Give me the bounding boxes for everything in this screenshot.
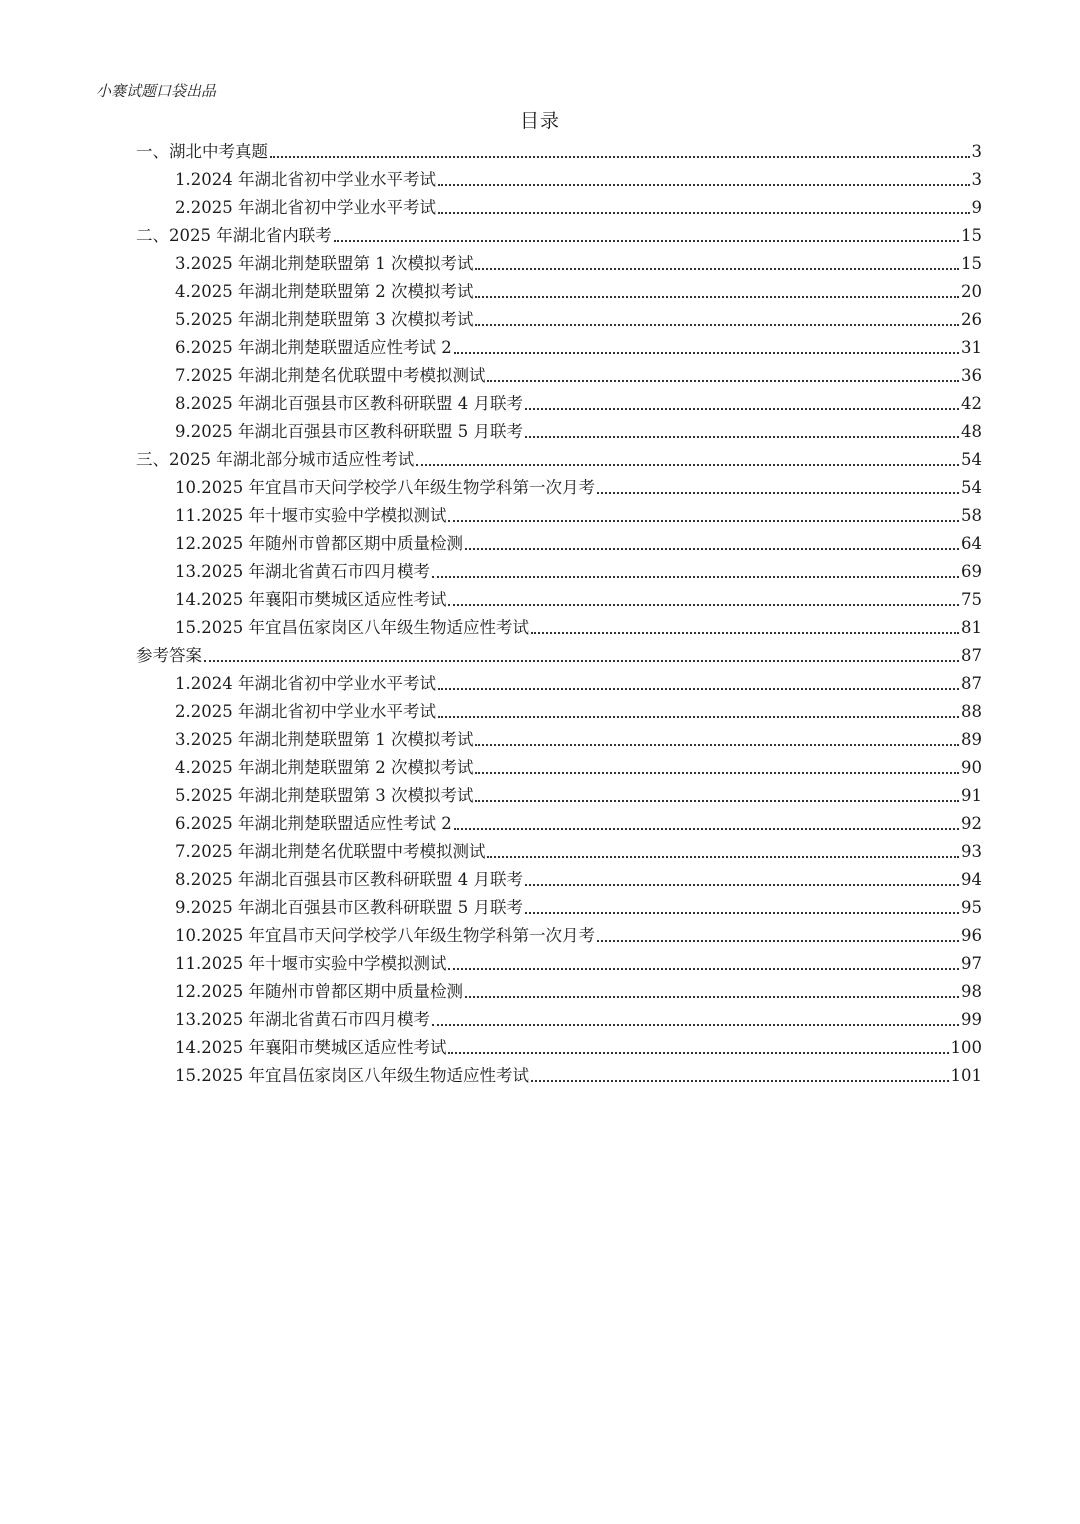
dot-leader (465, 996, 959, 998)
toc-entry[interactable] (175, 359, 982, 387)
toc-entry-page-number: 91 (961, 786, 982, 805)
dot-leader (475, 800, 959, 802)
toc-entry-page-number: 101 (950, 1066, 982, 1085)
toc-entry[interactable] (175, 947, 982, 975)
toc-entry-label: 参考答案 (136, 646, 202, 665)
dot-leader (448, 604, 959, 606)
toc-entry[interactable] (175, 191, 982, 219)
dot-leader (597, 940, 959, 942)
toc-entry-label: 12.2025 年随州市曾都区期中质量检测 (175, 534, 463, 553)
toc-entry[interactable] (175, 975, 982, 1003)
toc-entry-label: 1.2024 年湖北省初中学业水平考试 (175, 674, 436, 693)
dot-leader (487, 856, 959, 858)
dot-leader (475, 744, 959, 746)
toc-entry[interactable] (175, 555, 982, 583)
toc-entry[interactable] (175, 247, 982, 275)
toc-entry-page-number: 81 (961, 618, 982, 637)
toc-entry-label: 15.2025 年宜昌伍家岗区八年级生物适应性考试 (175, 618, 529, 637)
toc-entry[interactable] (175, 695, 982, 723)
toc-entry-page-number: 87 (961, 674, 982, 693)
toc-entry[interactable] (175, 471, 982, 499)
dot-leader (475, 324, 959, 326)
dot-leader (525, 408, 959, 410)
toc-entry-page-number: 54 (961, 450, 982, 469)
toc-entry-label: 10.2025 年宜昌市天问学校学八年级生物学科第一次月考 (175, 926, 595, 945)
toc-entry-label: 二、2025 年湖北省内联考 (136, 226, 332, 245)
toc-entry[interactable] (175, 499, 982, 527)
dot-leader (448, 968, 959, 970)
toc-entry-label: 4.2025 年湖北荆楚联盟第 2 次模拟考试 (175, 758, 474, 777)
toc-entry-label: 2.2025 年湖北省初中学业水平考试 (175, 198, 436, 217)
toc-entry-label: 一、湖北中考真题 (136, 142, 268, 161)
dot-leader (448, 1052, 948, 1054)
toc-entry-label: 5.2025 年湖北荆楚联盟第 3 次模拟考试 (175, 310, 474, 329)
toc-entry-page-number: 90 (961, 758, 982, 777)
toc-entry-label: 8.2025 年湖北百强县市区教科研联盟 4 月联考 (175, 394, 523, 413)
toc-section-entry[interactable] (136, 135, 982, 163)
toc-entry-page-number: 20 (961, 282, 982, 301)
toc-entry-page-number: 58 (961, 506, 982, 525)
dot-leader (597, 492, 959, 494)
toc-entry-label: 12.2025 年随州市曾都区期中质量检测 (175, 982, 463, 1001)
dot-leader (438, 716, 959, 718)
toc-entry-page-number: 75 (961, 590, 982, 609)
toc-entry[interactable] (175, 667, 982, 695)
toc-entry-label: 6.2025 年湖北荆楚联盟适应性考试 2 (175, 814, 452, 833)
toc-entry[interactable] (175, 415, 982, 443)
toc-entry[interactable] (175, 919, 982, 947)
toc-entry-label: 1.2024 年湖北省初中学业水平考试 (175, 170, 436, 189)
toc-entry-label: 13.2025 年湖北省黄石市四月模考 (175, 1010, 430, 1029)
toc-entry-page-number: 9 (971, 198, 982, 217)
toc-entry-page-number: 69 (961, 562, 982, 581)
toc-entry-label: 11.2025 年十堰市实验中学模拟测试 (175, 954, 447, 973)
toc-entry-page-number: 31 (961, 338, 982, 357)
toc-entry[interactable] (175, 527, 982, 555)
toc-entry-page-number: 96 (961, 926, 982, 945)
toc-entry[interactable] (175, 863, 982, 891)
toc-entry-label: 13.2025 年湖北省黄石市四月模考 (175, 562, 430, 581)
dot-leader (475, 268, 959, 270)
toc-entry-page-number: 99 (961, 1010, 982, 1029)
toc-entry-page-number: 97 (961, 954, 982, 973)
toc-entry[interactable] (175, 751, 982, 779)
toc-entry[interactable] (175, 891, 982, 919)
toc-entry-page-number: 3 (971, 142, 982, 161)
toc-entry[interactable] (175, 1059, 982, 1087)
toc-entry[interactable] (175, 807, 982, 835)
toc-entry-page-number: 88 (961, 702, 982, 721)
toc-entry-page-number: 42 (961, 394, 982, 413)
dot-leader (525, 884, 959, 886)
toc-entry-label: 3.2025 年湖北荆楚联盟第 1 次模拟考试 (175, 730, 474, 749)
dot-leader (525, 436, 959, 438)
toc-entry-page-number: 15 (961, 254, 982, 273)
toc-entry-page-number: 93 (961, 842, 982, 861)
toc-entry-label: 6.2025 年湖北荆楚联盟适应性考试 2 (175, 338, 452, 357)
toc-section-entry[interactable] (136, 443, 982, 471)
toc-entry-label: 3.2025 年湖北荆楚联盟第 1 次模拟考试 (175, 254, 474, 273)
toc-section-entry[interactable] (136, 219, 982, 247)
toc-entry-label: 8.2025 年湖北百强县市区教科研联盟 4 月联考 (175, 870, 523, 889)
toc-entry-page-number: 87 (961, 646, 982, 665)
toc-entry-page-number: 64 (961, 534, 982, 553)
toc-entry-page-number: 89 (961, 730, 982, 749)
toc-entry[interactable] (175, 583, 982, 611)
toc-entry-page-number: 48 (961, 422, 982, 441)
toc-entry[interactable] (175, 1003, 982, 1031)
toc-entry-label: 7.2025 年湖北荆楚名优联盟中考模拟测试 (175, 842, 486, 861)
toc-entry-page-number: 36 (961, 366, 982, 385)
toc-entry-page-number: 15 (961, 226, 982, 245)
dot-leader (475, 296, 959, 298)
toc-entry[interactable] (175, 163, 982, 191)
toc-entry-label: 9.2025 年湖北百强县市区教科研联盟 5 月联考 (175, 898, 523, 917)
dot-leader (432, 1024, 959, 1026)
toc-entry[interactable] (175, 331, 982, 359)
toc-entry-page-number: 3 (971, 170, 982, 189)
toc-entry-page-number: 92 (961, 814, 982, 833)
dot-leader (525, 912, 959, 914)
toc-entry-label: 15.2025 年宜昌伍家岗区八年级生物适应性考试 (175, 1066, 529, 1085)
toc-entry-page-number: 95 (961, 898, 982, 917)
toc-entry[interactable] (175, 1031, 982, 1059)
toc-entry[interactable] (175, 611, 982, 639)
dot-leader (531, 1080, 949, 1082)
toc-entry-page-number: 98 (961, 982, 982, 1001)
toc-entry[interactable] (175, 387, 982, 415)
toc-entry-label: 11.2025 年十堰市实验中学模拟测试 (175, 506, 447, 525)
toc-entry-page-number: 26 (961, 310, 982, 329)
dot-leader (487, 380, 959, 382)
toc-entry[interactable] (175, 835, 982, 863)
toc-entry-label: 10.2025 年宜昌市天问学校学八年级生物学科第一次月考 (175, 478, 595, 497)
toc-entry-label: 14.2025 年襄阳市樊城区适应性考试 (175, 1038, 447, 1057)
page-title: 目录 (519, 110, 560, 132)
toc-entry-label: 9.2025 年湖北百强县市区教科研联盟 5 月联考 (175, 422, 523, 441)
header-note: 小褰试题口袋出品 (96, 82, 217, 100)
toc-entry[interactable] (175, 779, 982, 807)
dot-leader (416, 464, 959, 466)
dot-leader (432, 576, 959, 578)
toc-entry-label: 2.2025 年湖北省初中学业水平考试 (175, 702, 436, 721)
dot-leader (334, 240, 959, 242)
dot-leader (438, 688, 959, 690)
dot-leader (204, 660, 959, 662)
toc-entry-label: 14.2025 年襄阳市樊城区适应性考试 (175, 590, 447, 609)
dot-leader (531, 632, 959, 634)
dot-leader (454, 352, 959, 354)
toc-entry-page-number: 94 (961, 870, 982, 889)
toc-entry-page-number: 100 (950, 1038, 982, 1057)
toc-entry-label: 7.2025 年湖北荆楚名优联盟中考模拟测试 (175, 366, 486, 385)
dot-leader (270, 156, 970, 158)
dot-leader (454, 828, 959, 830)
toc-entry[interactable] (175, 303, 982, 331)
toc-section-entry[interactable] (136, 639, 982, 667)
toc-entry-label: 5.2025 年湖北荆楚联盟第 3 次模拟考试 (175, 786, 474, 805)
dot-leader (438, 212, 970, 214)
toc-entry[interactable] (175, 275, 982, 303)
dot-leader (448, 520, 959, 522)
dot-leader (465, 548, 959, 550)
toc-entry-page-number: 54 (961, 478, 982, 497)
toc-entry-label: 4.2025 年湖北荆楚联盟第 2 次模拟考试 (175, 282, 474, 301)
toc-entry[interactable] (175, 723, 982, 751)
dot-leader (438, 184, 970, 186)
dot-leader (475, 772, 959, 774)
toc-entry-label: 三、2025 年湖北部分城市适应性考试 (136, 450, 415, 469)
